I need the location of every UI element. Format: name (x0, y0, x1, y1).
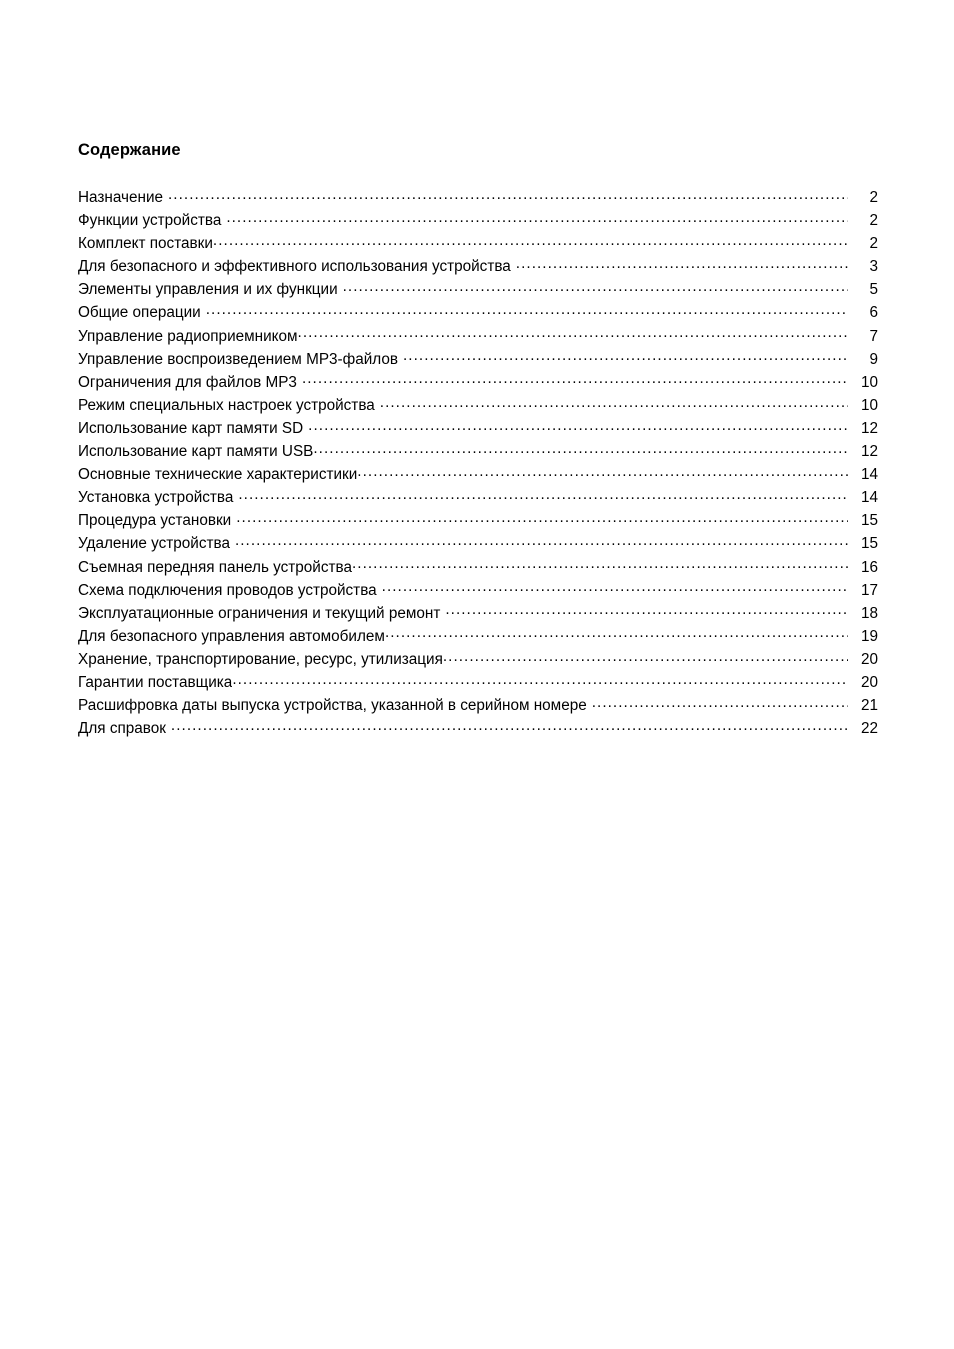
toc-entry-title: Процедура установки (78, 512, 232, 530)
toc-entry-page-number: 14 (860, 466, 878, 484)
toc-entry[interactable] (78, 186, 878, 209)
toc-entry[interactable] (78, 278, 878, 301)
toc-entry[interactable] (78, 717, 878, 740)
toc-dot-leader (308, 418, 848, 433)
toc-entry-title: Режим специальных настроек устройства (78, 396, 375, 414)
toc-dot-leader (357, 464, 848, 479)
page-title: Содержание (78, 141, 181, 159)
toc-entry-page-number: 14 (860, 489, 878, 507)
toc-entry-page-number: 2 (869, 189, 878, 206)
toc-entry[interactable] (78, 325, 878, 348)
toc-entry-page-number: 12 (860, 443, 878, 461)
toc-entry-title: Функции устройства (78, 212, 222, 230)
toc-entry-page-number: 2 (869, 212, 878, 230)
toc-entry[interactable] (78, 671, 878, 694)
toc-entry-page-number: 12 (860, 419, 878, 437)
toc-entry-title: Для безопасного и эффективного использования устройства (78, 258, 511, 276)
toc-entry-title: Съемная передняя панель устройства (78, 558, 352, 576)
toc-entry[interactable] (78, 532, 878, 555)
toc-entry-title: Использование карт памяти USB (78, 443, 314, 461)
toc-entry[interactable] (78, 694, 878, 717)
toc-entry[interactable] (78, 648, 878, 671)
toc-dot-leader (382, 579, 848, 594)
toc-dot-leader (236, 510, 848, 525)
toc-entry-title: Основные технические характеристики (78, 466, 358, 484)
toc-entry-page-number: 17 (860, 581, 878, 599)
toc-entry-title: Эксплуатационные ограничения и текущий ремонт (78, 604, 441, 622)
toc-entry-page-number: 15 (860, 535, 878, 553)
toc-entry-page-number: 10 (860, 396, 878, 414)
toc-entry-page-number: 18 (860, 604, 878, 622)
toc-entry-title: Управление воспроизведением MP3-файлов (78, 350, 398, 368)
toc-dot-leader (516, 256, 848, 271)
toc-entry[interactable] (78, 463, 878, 486)
toc-dot-leader (168, 187, 848, 202)
toc-entry-page-number: 21 (860, 697, 878, 715)
toc-entry[interactable] (78, 394, 878, 417)
toc-entry-page-number: 2 (869, 235, 878, 253)
toc-entry-title: Использование карт памяти SD (78, 419, 304, 437)
toc-entry[interactable] (78, 440, 878, 463)
toc-dot-leader (352, 556, 848, 571)
toc-entry-page-number: 15 (860, 512, 878, 530)
toc-entry-page-number: 19 (860, 627, 878, 645)
toc-entry[interactable] (78, 556, 878, 579)
toc-entry[interactable] (78, 348, 878, 371)
toc-entry[interactable] (78, 625, 878, 648)
toc-entry[interactable] (78, 602, 878, 625)
toc-entry[interactable] (78, 301, 878, 324)
toc-entry-list (78, 186, 878, 740)
toc-entry[interactable] (78, 209, 878, 232)
toc-entry-page-number: 7 (869, 327, 878, 345)
toc-entry-title: Расшифровка даты выпуска устройства, указанной в серийном номере (78, 697, 587, 715)
toc-dot-leader (443, 649, 848, 664)
toc-dot-leader (232, 672, 848, 687)
toc-entry-page-number: 3 (869, 258, 878, 276)
toc-entry[interactable] (78, 486, 878, 509)
toc-entry-title: Схема подключения проводов устройства (78, 581, 377, 599)
toc-dot-leader (171, 718, 848, 733)
toc-dot-leader (226, 210, 848, 225)
toc-entry-title: Ограничения для файлов MP3 (78, 373, 297, 391)
toc-entry[interactable] (78, 232, 878, 255)
table-of-contents (78, 140, 878, 740)
toc-dot-leader (238, 487, 848, 502)
toc-entry-page-number: 20 (860, 650, 878, 668)
toc-dot-leader (213, 233, 848, 248)
toc-entry-title: Гарантии поставщика (78, 673, 233, 691)
toc-dot-leader (403, 348, 848, 363)
toc-entry-title: Общие операции (78, 304, 201, 322)
toc-entry-title: Удаление устройства (78, 535, 230, 553)
toc-dot-leader (302, 371, 848, 386)
toc-dot-leader (380, 395, 848, 410)
toc-entry[interactable] (78, 371, 878, 394)
toc-entry-title: Для безопасного управления автомобилем (78, 627, 385, 645)
toc-dot-leader (313, 441, 848, 456)
toc-entry-page-number: 20 (860, 673, 878, 691)
toc-dot-leader (385, 625, 848, 640)
toc-entry-title: Управление радиоприемником (78, 327, 298, 345)
toc-entry[interactable] (78, 509, 878, 532)
toc-entry-title: Установка устройства (78, 489, 234, 507)
toc-entry-page-number: 16 (860, 558, 878, 576)
toc-entry-title: Элементы управления и их функции (78, 281, 338, 299)
toc-dot-leader (343, 279, 848, 294)
toc-dot-leader (445, 602, 848, 617)
toc-entry-page-number: 9 (869, 350, 878, 368)
toc-dot-leader (592, 695, 848, 710)
toc-entry[interactable] (78, 417, 878, 440)
toc-entry-title: Для справок (78, 720, 166, 738)
toc-entry-page-number: 6 (869, 304, 878, 322)
toc-dot-leader (235, 533, 848, 548)
toc-entry-page-number: 10 (860, 373, 878, 391)
toc-entry-page-number: 22 (860, 720, 878, 738)
toc-entry-title: Хранение, транспортирование, ресурс, утилизация (78, 650, 443, 668)
toc-entry-title: Комплект поставки (78, 235, 213, 253)
toc-entry[interactable] (78, 255, 878, 278)
toc-entry-title: Назначение (78, 189, 163, 206)
toc-dot-leader (206, 302, 848, 317)
toc-dot-leader (298, 325, 848, 340)
toc-entry[interactable] (78, 579, 878, 602)
toc-entry-page-number: 5 (869, 281, 878, 299)
